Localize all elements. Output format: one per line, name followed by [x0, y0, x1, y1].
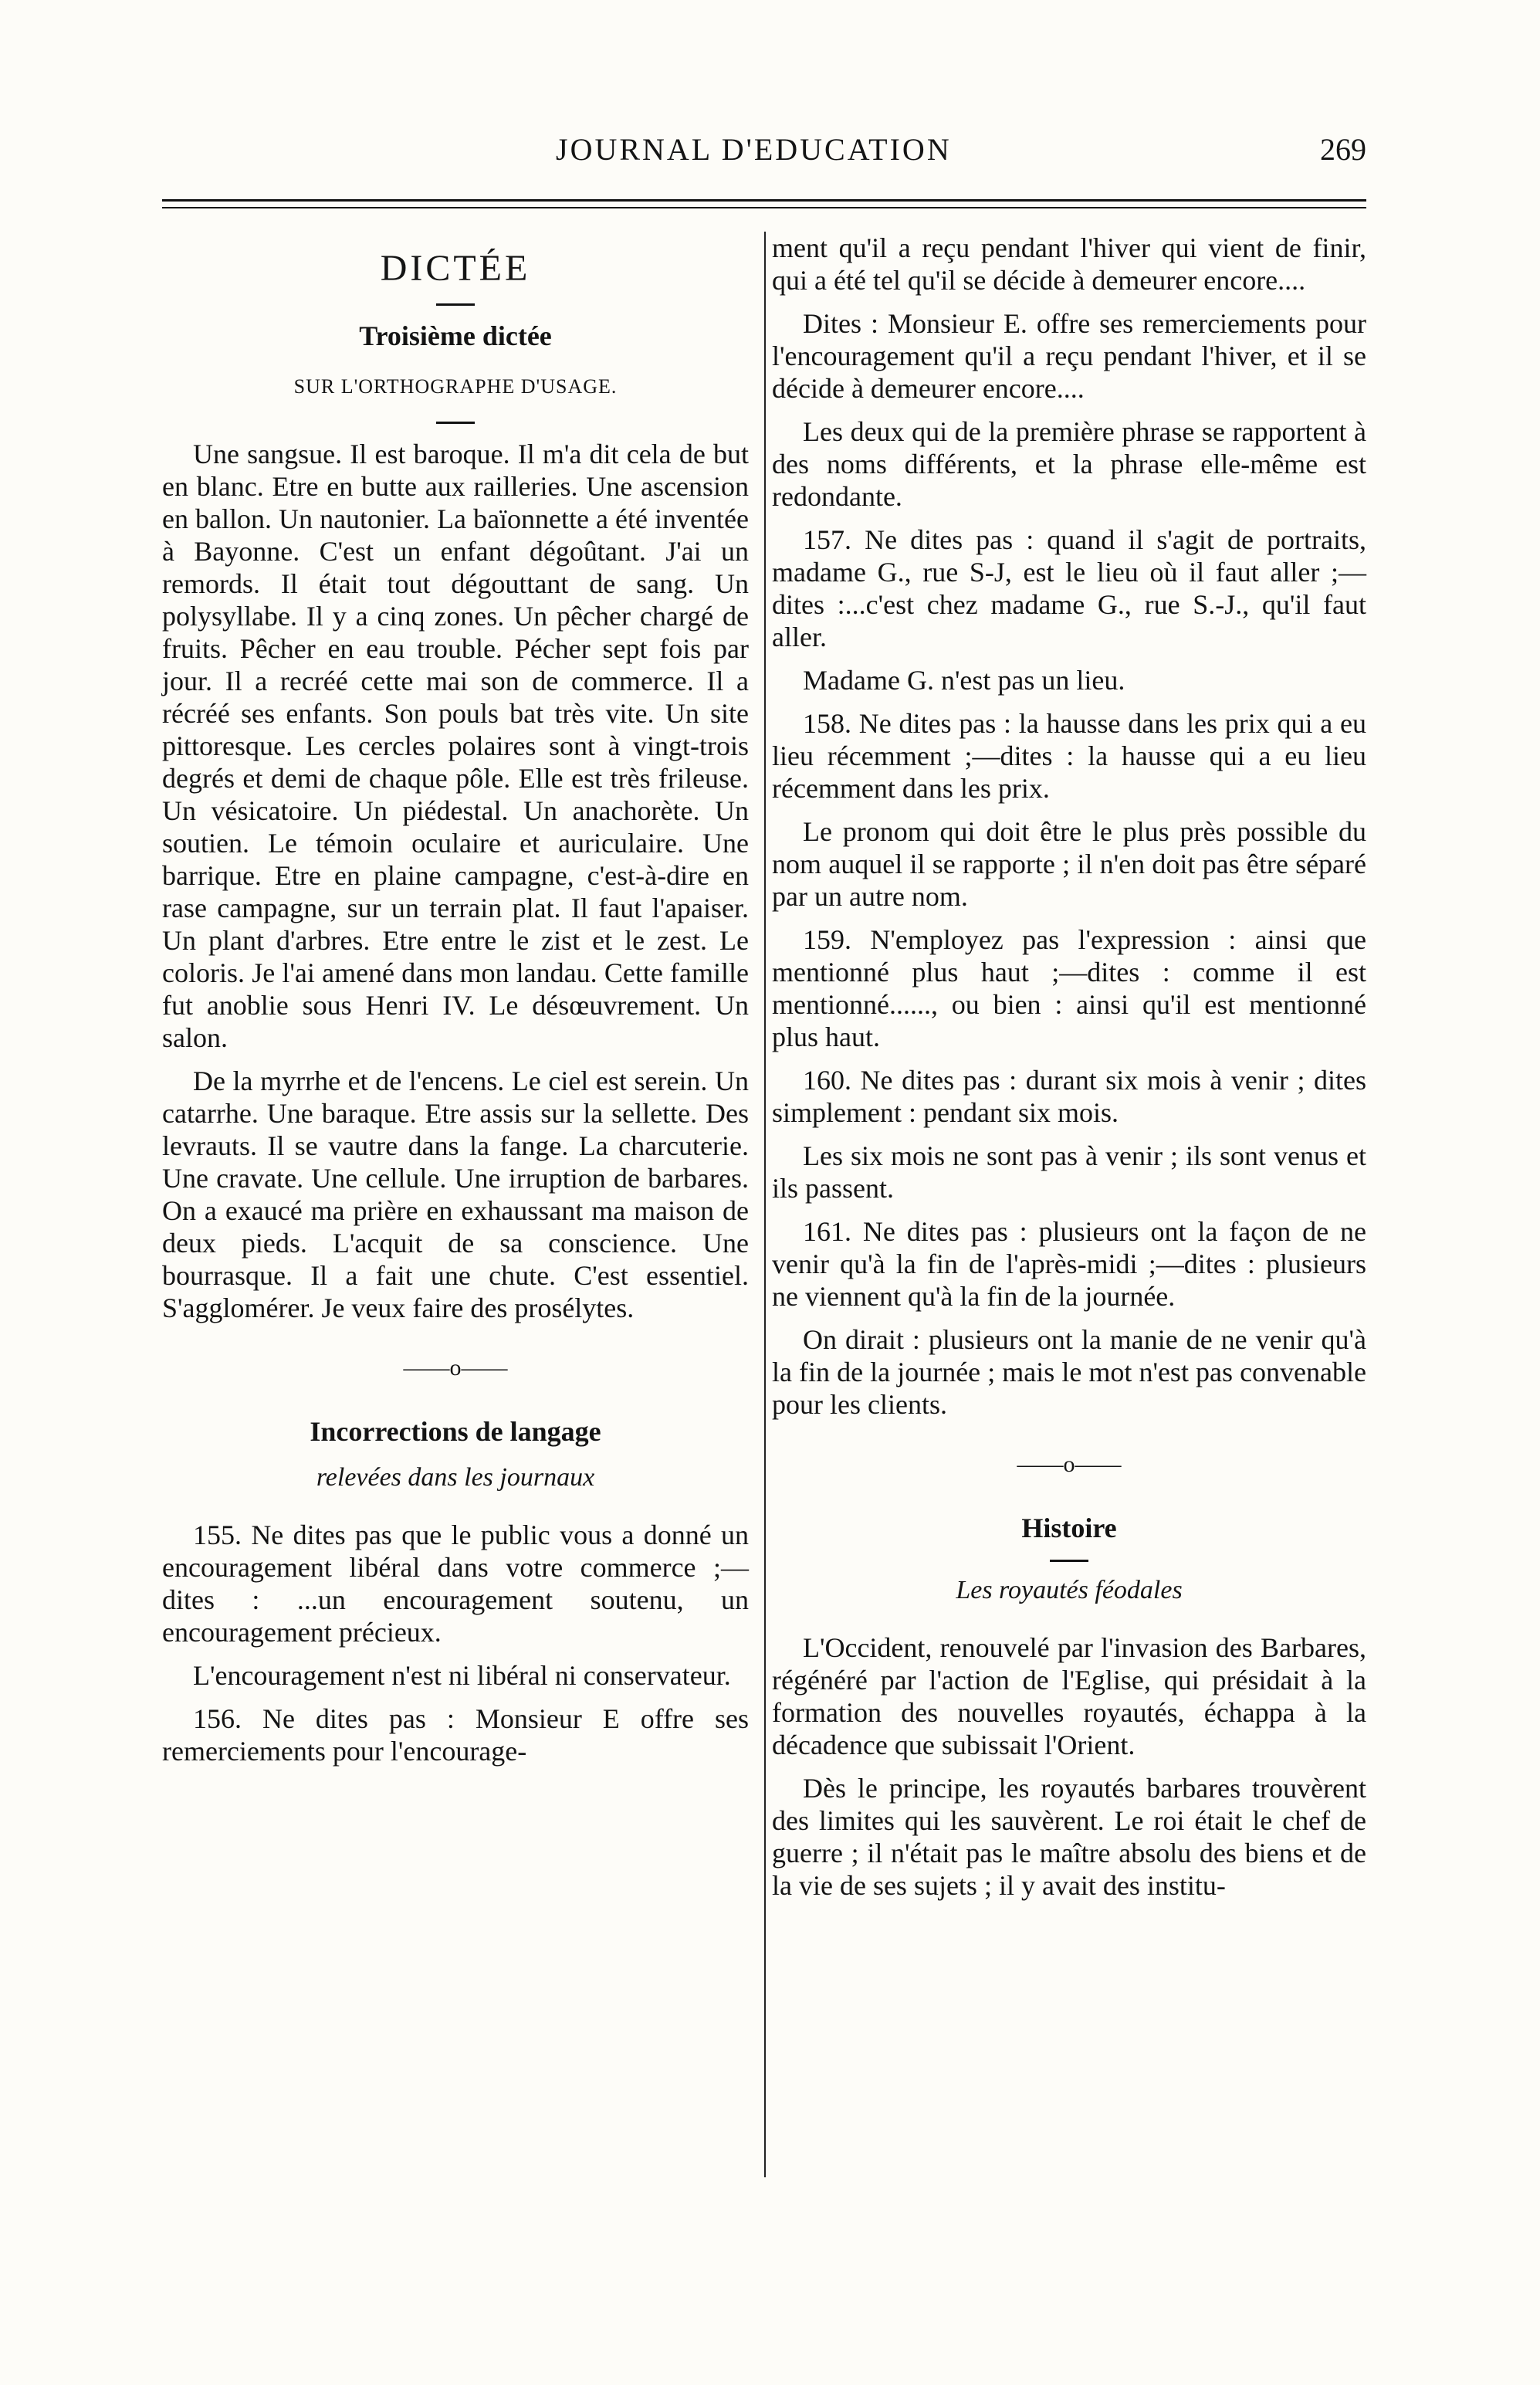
item-156-note: Les deux qui de la première phrase se rapportent à des noms différents, et la phrase elle-même est redondante.: [772, 416, 1366, 512]
histoire-paragraph-2: Dès le principe, les royautés barbares trouvèrent des limites qui les sauvèrent. Le roi était le chef de guerre ; il n'était pas le maître absolu des biens et de la vie de ses sujets ; il y avait des institu-: [772, 1773, 1366, 1901]
histoire-paragraph-1: L'Occident, renouvelé par l'invasion des Barbares, régénéré par l'action de l'Eglise, qui présidait à la formation des nouvelles royautés, échappa à la décadence que subissait l'Orient.: [772, 1632, 1366, 1760]
header-rule-thin: [162, 207, 1366, 208]
dictee-subheading: SUR L'ORTHOGRAPHE D'USAGE.: [293, 375, 618, 398]
histoire-subheading: Les royautés féodales: [956, 1576, 1183, 1604]
dictee-paragraph: Une sangsue. Il est baroque. Il m'a dit cela de but en blanc. Etre en butte aux railleries. Une ascension en ballon. Un nautonier. La baïonnette a été inventée à Bayonne. C'est un enfant dégoûtant. J'ai un remords. Il était tout dégouttant de sang. Un polysyllabe. Il y a cinq zones. Un pêcher chargé de fruits. Pêcher en eau trouble. Pécher sept fois par jour. Il a recréé cette mai son de commerce. Il a récréé ses enfants. Son pouls bat très vite. Un site pittoresque. Les cercles polaires sont à vingt-trois degrés et demi de chaque pôle. Elle est très frileuse. Un vésicatoire. Un piédestal. Un anachorète. Un soutien. Le témoin oculaire et auriculaire. Une barrique. Etre en plaine campagne, c'est-à-dire en rase campagne, sur un terrain plat. Il faut l'apaiser. Un plant d'arbres. Etre entre le zist et le zest. Le coloris. Je l'ai amené dans mon landau. Cette famille fut anoblie sous Henri IV. Le désœuvrement. Un salon.: [162, 439, 749, 1053]
subheading-dash: [436, 422, 475, 424]
column-divider: [764, 232, 766, 2177]
item-160: 160. Ne dites pas : durant six mois à venir ; dites simplement : pendant six mois.: [772, 1065, 1366, 1128]
running-header: [162, 131, 1366, 178]
item-160-note: Les six mois ne sont pas à venir ; ils sont venus et ils passent.: [772, 1140, 1366, 1204]
incorrections-heading: Incorrections de langage: [310, 1416, 601, 1447]
page-number: 269: [1320, 132, 1366, 167]
item-156: 156. Ne dites pas : Monsieur E offre ses remerciements pour l'encourage-: [162, 1703, 749, 1767]
item-161: 161. Ne dites pas : plusieurs ont la façon de ne venir qu'à la fin de l'après-midi ;—dites : plusieurs ne viennent qu'à la fin de la journée.: [772, 1216, 1366, 1312]
histoire-heading: Histoire: [1021, 1513, 1117, 1543]
journal-title: JOURNAL D'EDUCATION: [556, 132, 952, 167]
incorrections-subheading: relevées dans les journaux: [316, 1463, 595, 1492]
dictee-heading: Troisième dictée: [359, 320, 552, 351]
dictee-paragraph-2: De la myrrhe et de l'encens. Le ciel est serein. Un catarrhe. Une baraque. Etre assis sur la sellette. Des levrauts. Il se vautre dans la fange. La charcuterie. Une cravate. Une cellule. Une irruption de barbares. On a exaucé ma prière en exhaussant ma maison de deux pieds. L'acquit de sa conscience. Une bourrasque. Il a fait une chute. C'est essentiel. S'agglomérer. Je veux faire des prosélytes.: [162, 1065, 749, 1323]
item-161-note: On dirait : plusieurs ont la manie de ne venir qu'à la fin de la journée ; mais le mot n'est pas convenable pour les clients.: [772, 1324, 1366, 1420]
right-column: [772, 232, 1366, 1912]
title-dash: [436, 303, 475, 306]
separator-right: ——o——: [1017, 1452, 1122, 1477]
histoire-dash: [1050, 1560, 1088, 1562]
separator: ——o——: [403, 1355, 508, 1381]
item-156-continued: ment qu'il a reçu pendant l'hiver qui vient de finir, qui a été tel qu'il se décide à demeurer encore....: [772, 232, 1366, 296]
section-title: DICTÉE: [380, 248, 531, 289]
item-159: 159. N'employez pas l'expression : ainsi que mentionné plus haut ;—dites : comme il est mentionné......, ou bien : ainsi qu'il est mentionné plus haut.: [772, 924, 1366, 1052]
item-156-correct: Dites : Monsieur E. offre ses remerciements pour l'encouragement qu'il a reçu pendant l'hiver, et il se décide à demeurer encore....: [772, 308, 1366, 404]
item-158-note: Le pronom qui doit être le plus près possible du nom auquel il se rapporte ; il n'en doit pas être séparé par un autre nom.: [772, 816, 1366, 912]
left-column: [162, 232, 749, 1778]
header-rule: [162, 199, 1366, 202]
item-155: 155. Ne dites pas que le public vous a donné un encouragement libéral dans votre commerce ;—dites : ...un encouragement soutenu, un encouragement précieux.: [162, 1519, 749, 1648]
item-158: 158. Ne dites pas : la hausse dans les prix qui a eu lieu récemment ;—dites : la hausse qui a eu lieu récemment dans les prix.: [772, 708, 1366, 804]
item-155-note: L'encouragement n'est ni libéral ni conservateur.: [193, 1660, 731, 1691]
item-157: 157. Ne dites pas : quand il s'agit de portraits, madame G., rue S-J, est le lieu où il faut aller ;—dites :...c'est chez madame G., rue S.-J., qu'il faut aller.: [772, 524, 1366, 652]
item-157-note: Madame G. n'est pas un lieu.: [803, 665, 1125, 696]
